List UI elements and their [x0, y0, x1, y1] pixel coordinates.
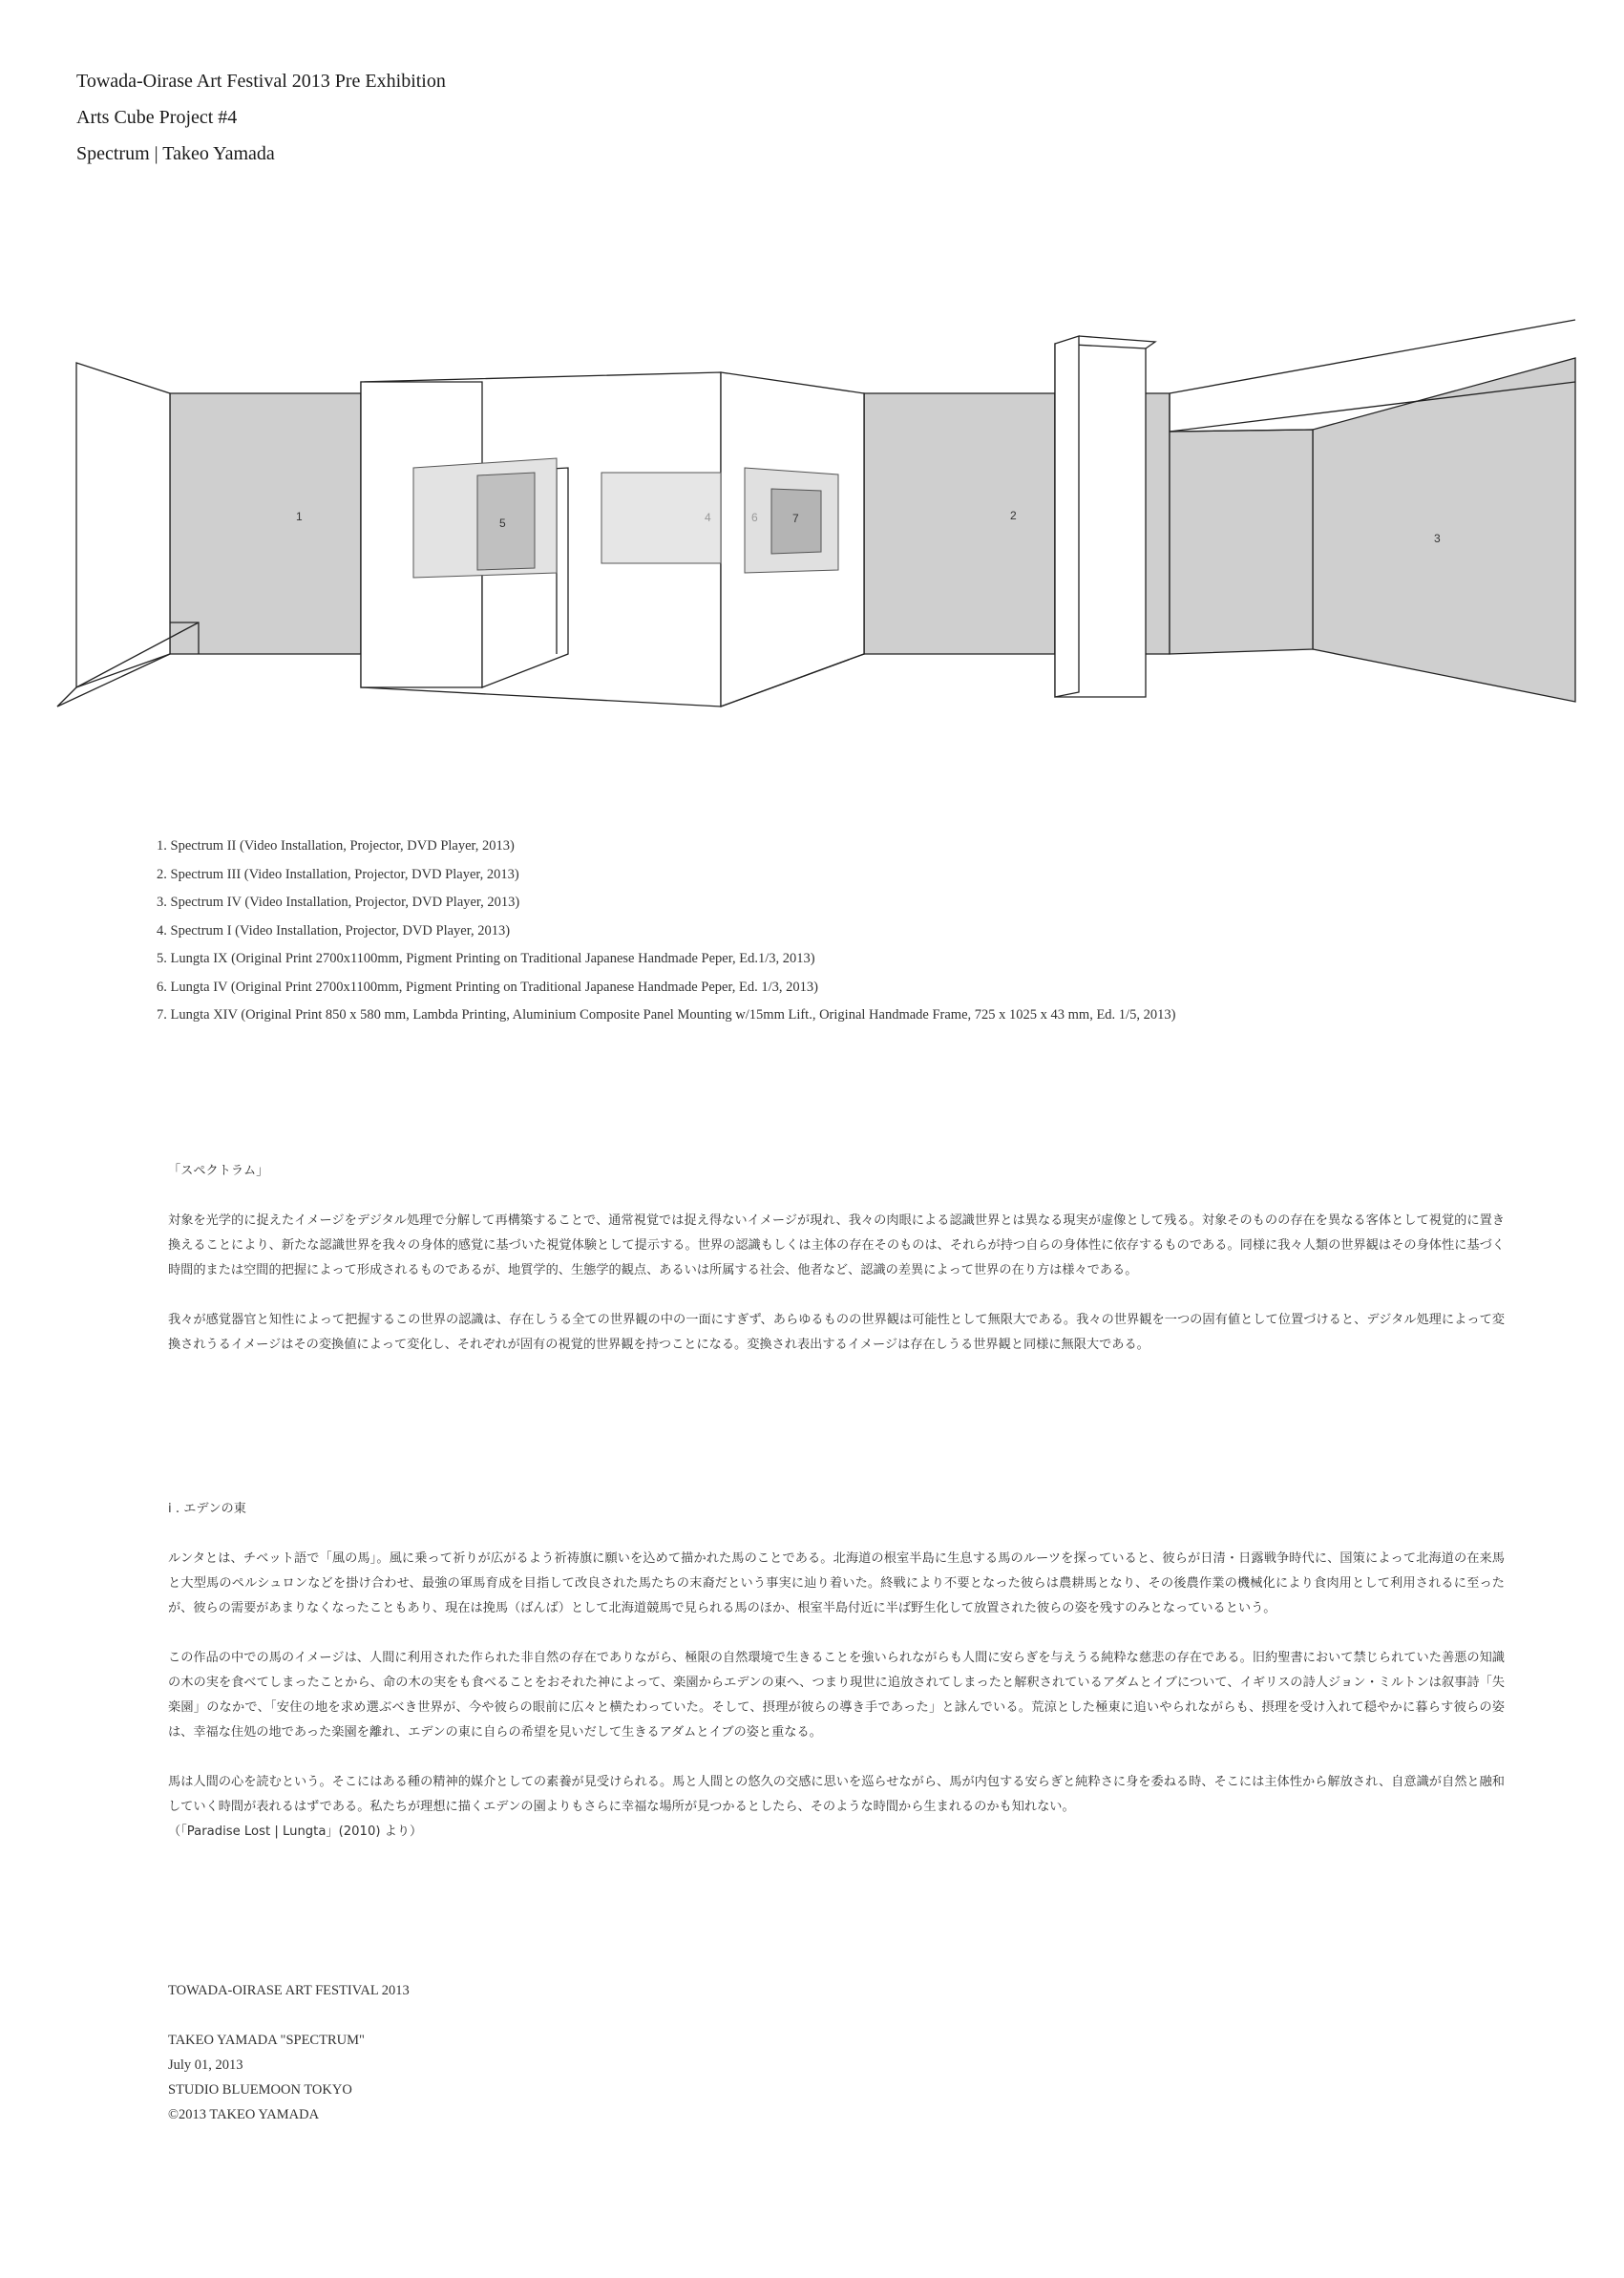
- print-5-frame: [477, 473, 535, 570]
- label-3: 3: [1434, 532, 1441, 545]
- label-4: 4: [705, 511, 711, 524]
- left-wall-panel: [76, 363, 170, 687]
- essay-spectrum-paragraph-2: 我々が感覚器官と知性によって把握するこの世界の認識は、存在しうる全ての世界観の中の一面にすぎず、あらゆるものの世界観は可能性として無限大である。我々の世界観を一つの固有値として位置づけると、デジタル処理によって変換されうるイメージはその変換値によって変化し、それぞれが固有の視覚的世界観を持つことになる。変換され表出するイメージは存在しうる世界観と同様に無限大である。: [168, 1313, 1505, 1352]
- essay-eden-title: i . エデンの東: [168, 1502, 246, 1516]
- work-item: 5. Lungta IX (Original Print 2700x1100mm, Pigment Printing on Traditional Japanese Handmade Peper, Ed.1/3, 2013): [157, 951, 815, 966]
- essay-eden-paragraph-1: ルンタとは、チベット語で「風の馬」。風に乗って祈りが広がるよう祈祷旗に願いを込めて描かれた馬のことである。北海道の根室半島に生息する馬のルーツを探っていると、彼らが日清・日露戦争時代に、国策によって北海道の在来馬と大型馬のペルシュロンなどを掛け合わせ、最強の軍馬育成を目指して改良された馬たちの末裔だという事実に辿り着いた。終戦により不要となった彼らは農耕馬となり、その後農作業の機械化により食肉用として利用されるに至ったが、彼らの需要があまりなくなったこともあり、現在は挽馬（ばんば）として北海道競馬で見られる馬のほか、根室半島付近に半ば野生化して放置された彼らの姿を残すのみとなっているという。: [168, 1551, 1505, 1615]
- essay-spectrum-paragraph-1: 対象を光学的に捉えたイメージをデジタル処理で分解して再構築することで、通常視覚では捉え得ないイメージが現れ、我々の肉眼による認識世界とは異なる現実が虚像として残る。対象そのものの存在を異なる客体として視覚的に置き換えることにより、新たな認識世界を我々の身体的感覚に基づいた視覚体験として提示する。世界の認識もしくは主体の存在そのものは、それらが持つ自らの身体性に依存するものである。同様に我々人類の世界観はその身体性に基づく時間的または空間的把握によって形成されるものであるが、地質学的、生態学的観点、あるいは所属する社会、他者など、認識の差異によって世界の在り方は様々である。: [168, 1213, 1505, 1277]
- pillar-side: [1055, 336, 1079, 697]
- work-item: 2. Spectrum III (Video Installation, Projector, DVD Player, 2013): [157, 866, 519, 882]
- essay-eden-paragraph-2: この作品の中での馬のイメージは、人間に利用された作られた非自然の存在でありながら、極限の自然環境で生きることを強いられながらも人間に安らぎを与えうる純粋な慈悲の存在である。旧約聖書において禁じられていた善悪の知識の木の実を食べてしまったことから、命の木の実をも食べることをおそれた神によって、楽園からエデンの東へ、つまり現世に追放されてしまったと解釈されているアダムとイブについて、イギリスの詩人ジョン・ミルトンは叙事詩「失楽園」のなかで、「安住の地を求め選ぶべき世界が、今や彼らの眼前に広々と横たわっていた。そして、摂理が彼らの導き手であった」と詠んでいる。荒涼とした極東に追いやられながらも、摂理を受け入れて穏やかに暮らす彼らの姿は、幸福な住処の地であった楽園を離れ、エデンの東に自らの希望を見いだして生きるアダムとイブの姿と重なる。: [168, 1651, 1505, 1740]
- studio-name: STUDIO BLUEMOON TOKYO: [168, 2082, 352, 2098]
- document-header: [76, 63, 446, 172]
- copyright: ©2013 TAKEO YAMADA: [168, 2107, 320, 2122]
- label-2: 2: [1010, 509, 1017, 522]
- artist-exhibition: TAKEO YAMADA "SPECTRUM": [168, 2033, 365, 2048]
- work-item: 3. Spectrum IV (Video Installation, Projector, DVD Player, 2013): [157, 895, 520, 910]
- essay-spectrum: [168, 1159, 1505, 1358]
- label-5: 5: [499, 517, 506, 530]
- label-7: 7: [792, 512, 799, 525]
- essay-eden-citation: （「Paradise Lost | Lungta」(2010) より）: [168, 1825, 423, 1839]
- festival-name: TOWADA-OIRASE ART FESTIVAL 2013: [168, 1983, 410, 1998]
- work-item: 1. Spectrum II (Video Installation, Projector, DVD Player, 2013): [157, 838, 515, 854]
- date: July 01, 2013: [168, 2057, 243, 2073]
- essay-east-of-eden: [168, 1497, 1505, 1845]
- essay-spectrum-title: 「スペクトラム」: [168, 1164, 269, 1178]
- exhibition-title: Towada-Oirase Art Festival 2013 Pre Exhibition: [76, 71, 446, 92]
- wall-2: [864, 393, 1055, 654]
- document-footer: [168, 1978, 410, 2127]
- work-item: 6. Lungta IV (Original Print 2700x1100mm, Pigment Printing on Traditional Japanese Handmade Peper, Ed. 1/3, 2013): [157, 979, 818, 995]
- label-1: 1: [296, 510, 303, 523]
- exhibition-space-drawing: [0, 286, 1624, 745]
- wall-1: [170, 393, 361, 654]
- print-panel-4: [601, 473, 721, 563]
- work-item: 7. Lungta XIV (Original Print 850 x 580 mm, Lambda Printing, Aluminium Composite Panel Mounting w/15mm Lift., Original Handmade Frame, 725 x 1025 x 43 mm, Ed. 1/5, 2013): [157, 1007, 1176, 1023]
- artist-title: Spectrum | Takeo Yamada: [76, 143, 275, 164]
- project-title: Arts Cube Project #4: [76, 107, 238, 128]
- works-list: [157, 833, 1175, 1030]
- essay-eden-paragraph-3: 馬は人間の心を読むという。そこにはある種の精神的媒介としての素養が見受けられる。馬と人間との悠久の交感に思いを巡らせながら、馬が内包する安らぎと純粋さに身を委ねる時、そこには主体性から解放され、自意識が自然と融和していく時間が表れるはずである。私たちが理想に描くエデンの園よりもさらに幸福な場所が見つかるとしたら、そのような時間から生まれるのかも知れない。: [168, 1775, 1505, 1814]
- label-6: 6: [751, 511, 758, 524]
- work-item: 4. Spectrum I (Video Installation, Projector, DVD Player, 2013): [157, 922, 511, 939]
